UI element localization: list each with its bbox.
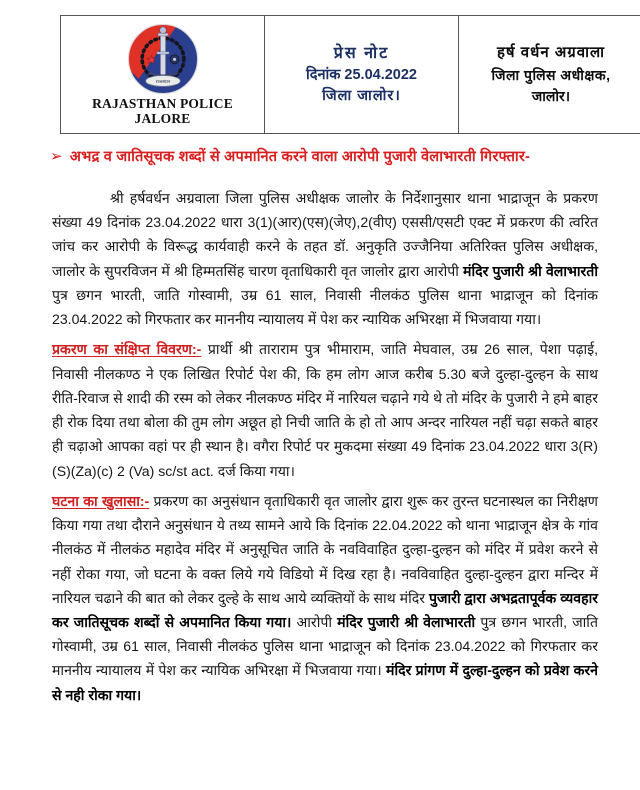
para1-seg1: श्री हर्षवर्धन अग्रवाला जिला पुलिस अधीक्षक जालोर के निर्देशानुसार थाना भाद्राजून के प्रकरण संख्या 49 दिनांक 23.04.2022 धारा 3(1)(आर)(एस)(जेए),2(वीए) एससी/एसटी एक्ट में प्रकरण की त्वरित जांच कर आरोपी के विरूद्ध कार्यवाही करने के तहत डॉ. अनुकृति उज्जैनिया अतिरिक्त पुलिस अधीक्षक, जालोर के सुपरविजन में श्री हिम्मतसिंह चारण वृताधिकारी वृत जालोर द्वारा आरोपी (52, 190, 598, 279)
officer-name: हर्ष वर्धन अग्रवाला (496, 44, 606, 62)
headline (50, 148, 610, 167)
header-table (60, 15, 640, 134)
officer-designation: जिला पुलिस अधीक्षक, (491, 66, 611, 83)
org-name-line2: JALORE (134, 111, 191, 126)
body-text (52, 186, 598, 709)
para3-seg2: आरोपी (291, 613, 338, 630)
header-cell-press-note (265, 16, 459, 134)
para1-seg2: पुत्र छगन भारती, जाति गोस्वामी, उम्र 61 साल, निवासी नीलकंठ पुलिस थाना भाद्राजून को दिनांक 23.04.2022 को गिरफतार कर माननीय न्यायालय में पेश कर न्यायिक अभिरक्षा में भिजवाया गया। (52, 286, 598, 328)
para3-accused-name: मंदिर पुजारी श्री वेलाभारती (337, 613, 476, 630)
header-cell-officer (459, 16, 640, 134)
para3-bold-insult: पुजारी द्वारा अभद्रतापूर्वक व्यवहार कर जातिसूचक शब्दों से अपमानित किया गया। (52, 589, 598, 630)
arrow-right-icon: ➢ (50, 148, 63, 165)
svg-text:राजस्थान: राजस्थान (155, 78, 170, 84)
officer-city: जालोर। (531, 87, 571, 104)
press-note-date: दिनांक 25.04.2022 (306, 67, 417, 84)
emblem-wrap (65, 23, 260, 126)
section-heading-case-summary: प्रकरण का संक्षिप्त विवरण:- (52, 341, 202, 358)
paragraph-disclosure (52, 489, 598, 707)
header-cell-logo (61, 16, 265, 134)
para3-seg1: प्रकरण का अनुसंधान वृताधिकारी वृत जालोर द्वारा शुरू कर तुरन्त घटनास्थल का निरीक्षण किया गया तथा दौराने अनुसंधान ये तथ्य सामने आये कि दिनांक 22.04.2022 को थाना भाद्राजून क्षेत्र के गांव नीलकंठ में नीलकंठ महादेव मंदिर में अनुसूचित जाति के नवविवाहित दुल्हा-दुल्हन को मंदिर में प्रवेश करने से नहीं रोका गया, जो घटना के वक्त लिये गये विडियो में दिख रहा है। नवविवाहित दुल्हा-दुल्हन द्वारा मन्दिर में नारियल चढाने की बात को लेकर दुल्हे के साथ आये व्यक्तियों के साथ मंदिर (52, 492, 598, 606)
para2-text: प्रार्थी श्री ताराराम पुत्र भीमाराम, जाति मेघवाल, उम्र 26 साल, पेशा पढ़ाई, निवासी नीलकण्ठ ने एक लिखित रिपोर्ट पेश की, कि हम लोग आज करीब 5.30 बजे दुल्हा-दुल्हन के साथ रीति-रिवाज से शादी की रस्म को लेकर नीलकण्ठ मंदिर में नारियल चढ़ाने गये थे तो मंदिर के पुजारी ने हमे बाहर ही रोक दिया तथा बोला की तुम लोग अछूत हो निची जाति के हो तो आप अन्दर नारियल नहीं चढ़ा सकते बाहर ही चढ़ाओ आपका वहां पर ही स्थान है। वगैरा रिपोर्ट पर मुकदमा संख्या 49 दिनांक 23.04.2022 धारा 3(R)(S)(Za)(c) 2 (Va) sc/st act. दर्ज किया गया। (52, 341, 598, 479)
headline-text: अभद्र व जातिसूचक शब्दों से अपमानित करने वाला आरोपी पुजारी वेलाभारती गिरफ्तार- (69, 149, 531, 165)
org-name (92, 96, 233, 126)
section-heading-disclosure: घटना का खुलासा:- (52, 492, 150, 509)
press-note-title: प्रेस नोट (333, 44, 390, 62)
rajasthan-police-emblem-icon (127, 23, 199, 95)
para1-accused-name: मंदिर पुजारी श्री वेलाभारती (463, 262, 598, 279)
para3-bold-conclusion: मंदिर प्रांगण में दुल्हा-दुल्हन को प्रवेश करने से नही रोका गया। (52, 662, 598, 703)
org-name-line1: RAJASTHAN POLICE (92, 95, 233, 111)
paragraph-arrest (52, 186, 598, 331)
press-note-district: जिला जालोर। (322, 88, 401, 105)
header-row (61, 16, 640, 134)
paragraph-case-summary (52, 337, 598, 482)
para3-seg3: पुत्र छगन भारती, जाति गोस्वामी, उम्र 61 साल, निवासी नीलकंठ पुलिस थाना भाद्राजून को दिनांक 23.04.2022 को गिरफतार कर माननीय न्यायालय में पेश कर न्यायिक अभिरक्षा में भिजवाया गया। (52, 613, 598, 679)
